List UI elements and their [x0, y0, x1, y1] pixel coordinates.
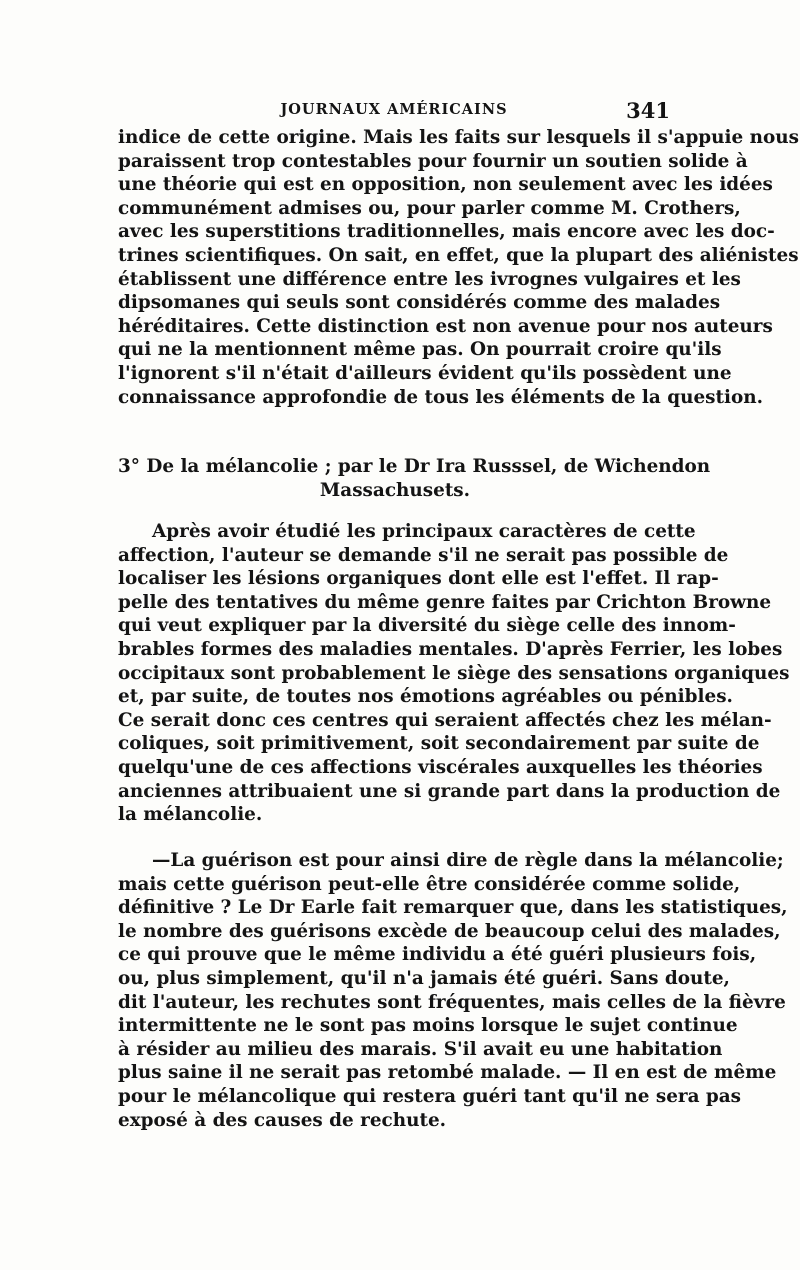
text-line: dipsomanes qui seuls sont considérés comme des malades	[118, 292, 721, 314]
text-line: une théorie qui est en opposition, non seulement avec les idées	[118, 174, 773, 196]
text-line: quelqu'une de ces affections viscérales auxquelles les théories	[118, 756, 763, 778]
text-line: exposé à des causes de rechute.	[118, 1109, 447, 1131]
text-line: occipitaux sont probablement le siège des sensations organiques	[118, 662, 790, 684]
text-line: ou, plus simplement, qu'il n'a jamais été guéri. Sans doute,	[118, 967, 730, 989]
text-line: paraissent trop contestables pour fournir un soutien solide à	[118, 150, 748, 172]
section-heading-line-2: Massachusets.	[319, 480, 471, 501]
running-header	[118, 98, 670, 127]
paragraph-3	[118, 849, 788, 1132]
text-line: indice de cette origine. Mais les faits sur lesquels il s'appuie nous	[118, 127, 799, 148]
section-heading	[118, 455, 711, 503]
text-line: mais cette guérison peut-elle être considérée comme solide,	[118, 873, 741, 895]
running-title: JOURNAUX AMÉRICAINS	[280, 101, 508, 118]
text-line: ce qui prouve que le même individu a été guéri plusieurs fois,	[118, 944, 757, 966]
text-line: la mélancolie.	[118, 804, 263, 826]
text-line: avec les superstitions traditionnelles, mais encore avec les doc-	[118, 221, 775, 243]
text-line: coliques, soit primitivement, soit secondairement par suite de	[118, 733, 760, 755]
text-line: à résider au milieu des marais. S'il avait eu une habitation	[118, 1038, 723, 1060]
text-line: affection, l'auteur se demande s'il ne serait pas possible de	[118, 544, 729, 566]
text-line: pour le mélancolique qui restera guéri tant qu'il ne sera pas	[118, 1085, 742, 1107]
section-heading-line-1: 3° De la mélancolie ; par le Dr Ira Russsel, de Wichendon	[118, 456, 711, 477]
text-line: intermittente ne le sont pas moins lorsque le sujet continue	[118, 1015, 738, 1037]
text-line: connaissance approfondie de tous les éléments de la question.	[118, 386, 764, 408]
text-line: localiser les lésions organiques dont elle est l'effet. Il rap-	[118, 568, 719, 590]
paragraph-2	[118, 520, 790, 827]
text-line: définitive ? Le Dr Earle fait remarquer que, dans les statistiques,	[118, 897, 788, 919]
text-line: le nombre des guérisons excède de beaucoup celui des malades,	[118, 920, 781, 942]
paragraph-1	[118, 126, 799, 409]
text-line: qui veut expliquer par la diversité du siège celle des innom-	[118, 615, 736, 637]
text-line: établissent une différence entre les ivrognes vulgaires et les	[118, 268, 741, 290]
text-line: Après avoir étudié les principaux caractères de cette	[152, 521, 696, 542]
text-line: plus saine il ne serait pas retombé malade. — Il en est de même	[118, 1062, 777, 1084]
text-line: et, par suite, de toutes nos émotions agréables ou pénibles.	[118, 686, 733, 708]
text-line: dit l'auteur, les rechutes sont fréquentes, mais celles de la fièvre	[118, 991, 786, 1013]
text-line: anciennes attribuaient une si grande part dans la production de	[118, 780, 781, 802]
text-line: Ce serait donc ces centres qui seraient affectés chez les mélan-	[118, 709, 772, 731]
page-number: 341	[626, 98, 670, 123]
text-line: pelle des tentatives du même genre faites par Crichton Browne	[118, 591, 772, 613]
text-line: communément admises ou, pour parler comme M. Crothers,	[118, 197, 741, 219]
text-line: qui ne la mentionnent même pas. On pourrait croire qu'ils	[118, 339, 722, 361]
text-line: l'ignorent s'il n'était d'ailleurs évident qu'ils possèdent une	[118, 362, 732, 384]
text-line: héréditaires. Cette distinction est non avenue pour nos auteurs	[118, 315, 773, 337]
text-line: —La guérison est pour ainsi dire de règle dans la mélancolie;	[152, 850, 784, 871]
text-line: trines scientifiques. On sait, en effet, que la plupart des aliénistes	[118, 244, 799, 266]
text-line: brables formes des maladies mentales. D'après Ferrier, les lobes	[118, 638, 783, 660]
